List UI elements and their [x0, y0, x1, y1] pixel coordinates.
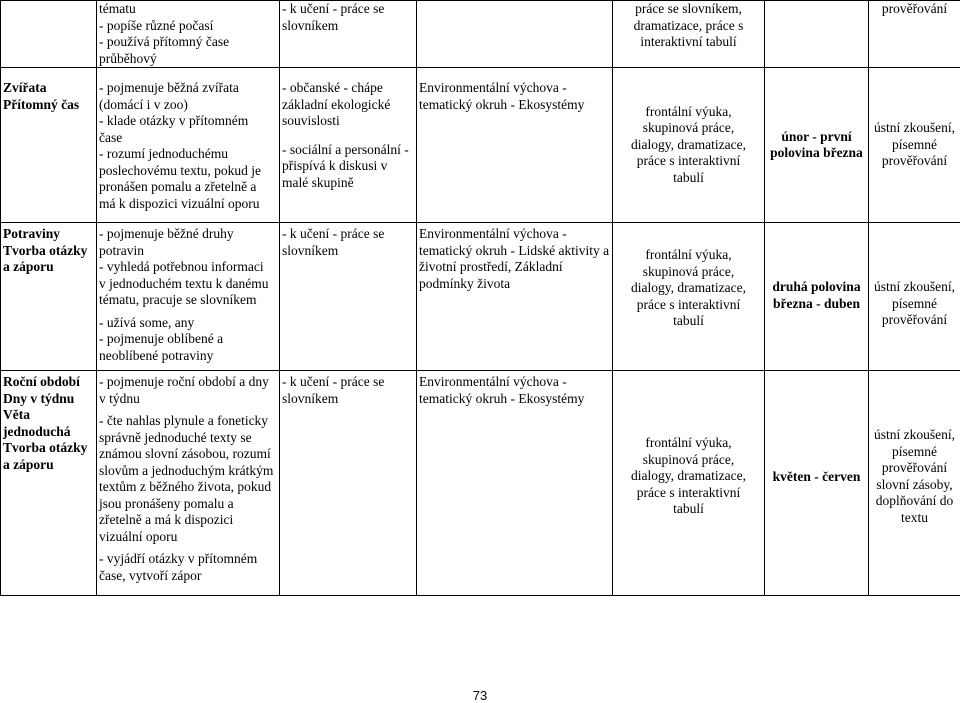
- competence-line: v jednoduchém textu k danému: [99, 276, 277, 293]
- competence-line: slovům a jednoduchým krátkým: [99, 463, 277, 480]
- competence-line: - pojmenuje roční období a dny: [99, 374, 277, 391]
- evaluation-line: písemné: [871, 296, 958, 313]
- competence-cell: [97, 1, 280, 68]
- time-line: polovina března: [767, 145, 866, 162]
- crosscut-line: tematický okruh - Lidské aktivity a: [419, 243, 610, 260]
- competence-cell: [97, 68, 280, 223]
- topic-line: a záporu: [3, 457, 94, 474]
- competence-line: má k dispozici vizuální oporu: [99, 196, 277, 213]
- evaluation-cell: [869, 371, 960, 596]
- method-line: dialogy, dramatizace,: [615, 137, 762, 154]
- topic-line: Potraviny: [3, 226, 94, 243]
- table-row: [1, 68, 960, 223]
- competence-cell: [97, 223, 280, 371]
- skill-line: slovníkem: [282, 391, 414, 408]
- evaluation-line: prověřování: [871, 312, 958, 329]
- competence-line: - pojmenuje oblíbené a: [99, 331, 277, 348]
- competence-line: - klade otázky v přítomném: [99, 113, 277, 130]
- competence-line: - používá přítomný čase: [99, 34, 277, 51]
- time-cell: [765, 68, 869, 223]
- evaluation-cell: [869, 68, 960, 223]
- competence-line: poslechovému textu, pokud je: [99, 163, 277, 180]
- evaluation-line: doplňování do: [871, 493, 958, 510]
- competence-line: - rozumí jednoduchému: [99, 146, 277, 163]
- method-line: tabulí: [615, 170, 762, 187]
- methods-cell: [613, 1, 765, 68]
- method-line: dialogy, dramatizace,: [615, 280, 762, 297]
- competence-line: čase, vytvoří zápor: [99, 568, 277, 585]
- method-line: skupinová práce,: [615, 452, 762, 469]
- table-row: [1, 1, 960, 68]
- method-line: práce s interaktivní: [615, 297, 762, 314]
- time-cell: [765, 1, 869, 68]
- methods-cell: [613, 371, 765, 596]
- time-cell: [765, 223, 869, 371]
- evaluation-line: písemné: [871, 444, 958, 461]
- method-line: frontální výuka,: [615, 247, 762, 264]
- time-line: druhá polovina: [767, 279, 866, 296]
- evaluation-cell: [869, 223, 960, 371]
- method-line: tabulí: [615, 501, 762, 518]
- crosscut-theme-cell: [417, 68, 613, 223]
- skill-line: - sociální a personální -: [282, 142, 414, 159]
- key-skills-cell: [280, 371, 417, 596]
- competence-line: pronášen pomalu a zřetelně a: [99, 179, 277, 196]
- topic-line: Tvorba otázky: [3, 440, 94, 457]
- competence-line: zřetelně a má k dispozici: [99, 512, 277, 529]
- evaluation-line: ústní zkoušení,: [871, 427, 958, 444]
- topic-line: Dny v týdnu: [3, 391, 94, 408]
- evaluation-line: prověřování: [871, 153, 958, 170]
- competence-line: jsou pronášeny pomalu a: [99, 496, 277, 513]
- competence-line: potravin: [99, 243, 277, 260]
- time-cell: [765, 371, 869, 596]
- method-line: dramatizace, práce s: [615, 18, 762, 35]
- competence-line: tématu, pracuje se slovníkem: [99, 292, 277, 309]
- competence-cell: [97, 371, 280, 596]
- method-line: práce s interaktivní: [615, 153, 762, 170]
- method-line: skupinová práce,: [615, 120, 762, 137]
- crosscut-line: Environmentální výchova -: [419, 80, 610, 97]
- method-line: dialogy, dramatizace,: [615, 468, 762, 485]
- evaluation-line: ústní zkoušení,: [871, 120, 958, 137]
- method-line: práce se slovníkem,: [615, 1, 762, 18]
- crosscut-line: podmínky života: [419, 276, 610, 293]
- topic-line: Tvorba otázky: [3, 243, 94, 260]
- skill-line: slovníkem: [282, 243, 414, 260]
- competence-line: - pojmenuje běžná zvířata: [99, 80, 277, 97]
- crosscut-theme-cell: [417, 371, 613, 596]
- skill-line: malé skupině: [282, 175, 414, 192]
- key-skills-cell: [280, 223, 417, 371]
- time-line: únor - první: [767, 129, 866, 146]
- method-line: interaktivní tabulí: [615, 34, 762, 51]
- competence-line: neoblíbené potraviny: [99, 348, 277, 365]
- topic-cell: [1, 371, 97, 596]
- topic-cell: [1, 223, 97, 371]
- competence-line: - pojmenuje běžné druhy: [99, 226, 277, 243]
- skill-line: - občanské - chápe: [282, 80, 414, 97]
- key-skills-cell: [280, 1, 417, 68]
- topic-cell: [1, 1, 97, 68]
- competence-line: (domácí i v zoo): [99, 97, 277, 114]
- evaluation-line: textu: [871, 510, 958, 527]
- evaluation-line: prověřování: [871, 460, 958, 477]
- competence-line: - užívá some, any: [99, 315, 277, 332]
- competence-line: tématu: [99, 1, 277, 18]
- competence-line: - čte nahlas plynule a foneticky: [99, 413, 277, 430]
- method-line: práce s interaktivní: [615, 485, 762, 502]
- table-row: [1, 223, 960, 371]
- evaluation-line: slovní zásoby,: [871, 477, 958, 494]
- page-number: 73: [0, 688, 960, 703]
- crosscut-theme-cell: [417, 1, 613, 68]
- skill-line: slovníkem: [282, 18, 414, 35]
- competence-line: průběhový: [99, 51, 277, 68]
- topic-line: jednoduchá: [3, 424, 94, 441]
- topic-line: Zvířata: [3, 80, 94, 97]
- methods-cell: [613, 68, 765, 223]
- topic-line: a záporu: [3, 259, 94, 276]
- evaluation-cell: [869, 1, 960, 68]
- evaluation-line: ústní zkoušení,: [871, 279, 958, 296]
- method-line: frontální výuka,: [615, 104, 762, 121]
- evaluation-line: prověřování: [871, 1, 958, 18]
- time-line: března - duben: [767, 296, 866, 313]
- method-line: frontální výuka,: [615, 435, 762, 452]
- skill-line: souvislosti: [282, 113, 414, 130]
- skill-line: - k učení - práce se: [282, 374, 414, 391]
- time-line: květen - červen: [767, 469, 866, 486]
- topic-cell: [1, 68, 97, 223]
- topic-line: Věta: [3, 407, 94, 424]
- key-skills-cell: [280, 68, 417, 223]
- skill-line: přispívá k diskusi v: [282, 158, 414, 175]
- competence-line: vizuální oporu: [99, 529, 277, 546]
- competence-line: čase: [99, 130, 277, 147]
- competence-line: - vyjádří otázky v přítomném: [99, 551, 277, 568]
- methods-cell: [613, 223, 765, 371]
- table-row: [1, 371, 960, 596]
- competence-line: - vyhledá potřebnou informaci: [99, 259, 277, 276]
- crosscut-line: tematický okruh - Ekosystémy: [419, 97, 610, 114]
- crosscut-line: Environmentální výchova -: [419, 226, 610, 243]
- topic-line: Přítomný čas: [3, 97, 94, 114]
- competence-line: známou slovní zásobou, rozumí: [99, 446, 277, 463]
- competence-line: správně jednoduché texty se: [99, 430, 277, 447]
- competence-line: v týdnu: [99, 391, 277, 408]
- crosscut-theme-cell: [417, 223, 613, 371]
- competence-line: textům z běžného života, pokud: [99, 479, 277, 496]
- evaluation-line: písemné: [871, 137, 958, 154]
- skill-line: - k učení - práce se: [282, 226, 414, 243]
- method-line: tabulí: [615, 313, 762, 330]
- skill-line: - k učení - práce se: [282, 1, 414, 18]
- skill-line: základní ekologické: [282, 97, 414, 114]
- crosscut-line: tematický okruh - Ekosystémy: [419, 391, 610, 408]
- method-line: skupinová práce,: [615, 264, 762, 281]
- crosscut-line: životní prostředí, Základní: [419, 259, 610, 276]
- crosscut-line: Environmentální výchova -: [419, 374, 610, 391]
- topic-line: Roční období: [3, 374, 94, 391]
- competence-line: - popíše různé počasí: [99, 18, 277, 35]
